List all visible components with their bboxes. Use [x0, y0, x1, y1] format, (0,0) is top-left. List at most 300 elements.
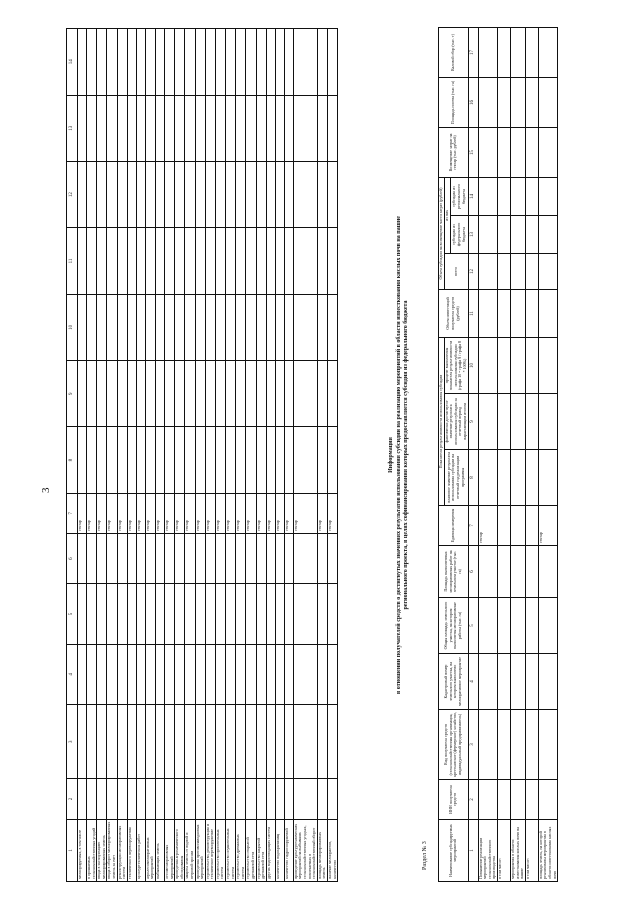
row-empty — [185, 294, 195, 360]
column-number: 5 — [67, 584, 78, 644]
row-unit: гектар — [87, 493, 97, 533]
row-name: лесомелиоративных мероприятий — [164, 819, 174, 881]
row-empty — [127, 584, 136, 644]
row-empty — [127, 427, 136, 493]
row-empty — [117, 644, 127, 704]
row-empty — [317, 427, 327, 493]
row-empty — [525, 710, 538, 780]
row-empty — [497, 216, 510, 254]
row-unit: гектар — [275, 493, 284, 533]
row-empty — [97, 704, 107, 778]
row-empty — [236, 427, 246, 493]
row-empty — [175, 534, 185, 584]
row-name: строительство открытой дренажной сети — [246, 819, 256, 881]
header-planned: плановое значение результата использования субсидии на отчетный год реализации программы — [444, 450, 468, 506]
row-empty — [155, 644, 164, 704]
row-empty — [236, 95, 246, 161]
row-empty — [205, 534, 215, 584]
row-empty — [117, 427, 127, 493]
column-number: 4 — [67, 644, 78, 704]
header-federal: субсидия из федерального бюджета — [451, 216, 468, 254]
row-empty — [275, 427, 284, 493]
column-number: 10 — [468, 338, 478, 394]
row-empty — [275, 361, 284, 427]
row-empty — [266, 29, 275, 96]
row-empty — [185, 427, 195, 493]
row-empty — [164, 534, 174, 584]
row-empty — [117, 294, 127, 360]
row-empty — [525, 28, 538, 78]
row-empty — [246, 704, 256, 778]
row-empty — [246, 644, 256, 704]
row-empty — [97, 644, 107, 704]
row-empty — [136, 704, 145, 778]
row-empty — [327, 294, 337, 360]
row-empty — [327, 29, 337, 96]
column-number: 6 — [468, 546, 478, 598]
row-empty — [284, 534, 293, 584]
row-empty — [78, 534, 87, 584]
row-empty — [538, 780, 557, 820]
row-empty — [236, 29, 246, 96]
row-empty — [175, 294, 185, 360]
row-empty — [236, 534, 246, 584]
row-empty — [317, 584, 327, 644]
row-empty — [266, 228, 275, 294]
row-unit: гектар — [136, 493, 145, 533]
table-row — [117, 29, 127, 882]
row-empty — [136, 779, 145, 819]
row-empty — [87, 361, 97, 427]
row-empty — [136, 361, 145, 427]
row-empty — [293, 228, 317, 294]
row-empty — [155, 361, 164, 427]
row-empty — [538, 338, 557, 394]
row-unit: гектар — [256, 493, 266, 533]
row-empty — [256, 704, 266, 778]
row-empty — [215, 704, 225, 778]
table-row — [266, 29, 275, 882]
row-empty — [87, 427, 97, 493]
row-name: наличие мелиорантов, количество — [327, 819, 337, 881]
row-name: проведение культуртехнических мероприятий на выбывших сельскохозяйственных угодьях, вовлекаемых в сельскохозяйственный оборот — [293, 819, 317, 881]
row-empty — [226, 779, 236, 819]
row-empty — [327, 779, 337, 819]
row-empty — [246, 361, 256, 427]
row-empty — [117, 228, 127, 294]
row-empty — [78, 779, 87, 819]
row-empty — [275, 584, 284, 644]
row-empty — [127, 228, 136, 294]
row-unit: гектар — [195, 493, 205, 533]
row-empty — [256, 534, 266, 584]
row-empty — [246, 294, 256, 360]
row-unit: гектар — [246, 493, 256, 533]
row-empty — [327, 161, 337, 227]
row-empty — [78, 704, 87, 778]
row-empty — [175, 361, 185, 427]
row-name: в том числе: — [525, 820, 538, 882]
row-empty — [107, 361, 117, 427]
row-empty — [538, 290, 557, 338]
row-empty — [195, 228, 205, 294]
row-empty — [293, 161, 317, 227]
row-empty — [236, 161, 246, 227]
row-empty — [284, 228, 293, 294]
table-row — [175, 29, 185, 882]
column-number: 7 — [468, 506, 478, 546]
row-name: строительство оросительных систем — [215, 819, 225, 881]
header-yield: Валовой сбор (тыс. т) — [439, 28, 469, 78]
table-row — [185, 29, 195, 882]
table-row — [327, 29, 337, 882]
row-empty — [246, 29, 256, 96]
row-empty — [478, 128, 497, 178]
row-empty — [117, 534, 127, 584]
row-empty — [538, 710, 557, 780]
table-row — [164, 29, 174, 882]
row-empty — [185, 29, 195, 96]
column-number: 9 — [468, 394, 478, 450]
column-number: 4 — [468, 654, 478, 710]
table-row — [256, 29, 266, 882]
row-empty — [293, 427, 317, 493]
row-empty — [87, 228, 97, 294]
row-empty — [155, 228, 164, 294]
row-empty — [275, 161, 284, 227]
row-empty — [117, 161, 127, 227]
row-empty — [317, 294, 327, 360]
table-row — [293, 29, 317, 882]
row-empty — [497, 338, 510, 394]
row-empty — [155, 95, 164, 161]
row-empty — [266, 294, 275, 360]
column-number: 16 — [468, 78, 478, 128]
row-empty — [136, 161, 145, 227]
row-empty — [538, 394, 557, 450]
row-empty — [327, 228, 337, 294]
row-empty — [497, 598, 510, 654]
row-empty — [97, 779, 107, 819]
row-empty — [78, 427, 87, 493]
row-empty — [284, 294, 293, 360]
row-empty — [293, 29, 317, 96]
row-empty — [117, 779, 127, 819]
lower-column-numbers — [468, 28, 478, 882]
row-empty — [175, 29, 185, 96]
row-empty — [538, 598, 557, 654]
row-empty — [538, 78, 557, 128]
row-empty — [185, 704, 195, 778]
row-empty — [266, 95, 275, 161]
table-row — [478, 28, 497, 882]
row-empty — [127, 161, 136, 227]
row-empty — [284, 427, 293, 493]
row-empty — [256, 584, 266, 644]
row-empty — [175, 95, 185, 161]
row-empty — [525, 780, 538, 820]
row-name: в том числе: — [497, 820, 510, 882]
heading-title: Информация — [388, 437, 394, 473]
row-empty — [215, 584, 225, 644]
row-unit: гектар — [226, 493, 236, 533]
row-empty — [164, 294, 174, 360]
row-empty — [256, 294, 266, 360]
row-empty — [284, 361, 293, 427]
row-name: проведения противопаводковых мероприятий — [195, 819, 205, 881]
row-empty — [155, 427, 164, 493]
row-empty — [246, 95, 256, 161]
row-empty — [145, 294, 155, 360]
column-number: 10 — [67, 294, 78, 360]
row-unit: гектар — [155, 493, 164, 533]
header-percent: процент выполнения показателя результативности использования субсидии (графа 10 = графа 9 / графа 8 * 100%) — [444, 338, 468, 394]
header-name: Наименование субсидируемых мероприятий — [439, 820, 469, 882]
table-row — [226, 29, 236, 882]
row-empty — [284, 161, 293, 227]
row-name: строительство дренажных систем — [236, 819, 246, 881]
row-empty — [97, 584, 107, 644]
row-empty — [127, 644, 136, 704]
row-empty — [497, 254, 510, 290]
row-name: в орошаемых сельскохозяйственных угодий — [87, 819, 97, 881]
row-empty — [205, 427, 215, 493]
header-sown-area: Площадь посева (тыс. га) — [439, 78, 469, 128]
row-empty — [136, 95, 145, 161]
row-name: площадь земель, на которой реализованы мероприятия в области известкования кислых почв — [538, 820, 557, 882]
row-empty — [497, 28, 510, 78]
row-unit: гектар — [107, 493, 117, 533]
row-unit — [510, 506, 525, 546]
row-empty — [510, 546, 525, 598]
row-empty — [107, 294, 117, 360]
row-empty — [510, 28, 525, 78]
row-empty — [164, 704, 174, 778]
row-empty — [538, 28, 557, 78]
row-empty — [525, 394, 538, 450]
row-empty — [226, 161, 236, 227]
row-empty — [155, 534, 164, 584]
row-empty — [145, 161, 155, 227]
row-unit: гектар — [317, 493, 327, 533]
row-empty — [215, 294, 225, 360]
row-empty — [97, 534, 107, 584]
row-empty — [275, 534, 284, 584]
table-row — [97, 29, 107, 882]
header-total-area: Общая площадь земельного участка, на котором выполнены мелиоративные работы (тыс. га) — [439, 598, 469, 654]
row-empty — [293, 294, 317, 360]
row-empty — [317, 534, 327, 584]
row-empty — [478, 178, 497, 216]
row-empty — [136, 584, 145, 644]
column-number: 15 — [468, 128, 478, 178]
row-empty — [97, 95, 107, 161]
row-empty — [215, 161, 225, 227]
row-empty — [185, 584, 195, 644]
row-empty — [87, 29, 97, 96]
row-empty — [164, 95, 174, 161]
header-actual: фактически достигнутое значение результата использования субсидии за отчетный период нарастающим итогом — [444, 394, 468, 450]
row-name: ввода в эксплуатацию мелиорированных земель — [97, 819, 107, 881]
table-row — [205, 29, 215, 882]
row-empty — [478, 450, 497, 506]
row-empty — [246, 427, 256, 493]
table-row — [317, 29, 327, 882]
row-empty — [78, 294, 87, 360]
row-empty — [510, 78, 525, 128]
row-empty — [215, 644, 225, 704]
row-empty — [195, 534, 205, 584]
row-empty — [107, 228, 117, 294]
row-empty — [266, 584, 275, 644]
row-empty — [205, 228, 215, 294]
row-empty — [107, 29, 117, 96]
row-empty — [215, 29, 225, 96]
row-empty — [293, 779, 317, 819]
row-empty — [327, 427, 337, 493]
row-empty — [155, 161, 164, 227]
column-number: 17 — [468, 28, 478, 78]
row-empty — [127, 779, 136, 819]
row-empty — [236, 294, 246, 360]
row-empty — [275, 704, 284, 778]
row-empty — [497, 450, 510, 506]
row-empty — [525, 598, 538, 654]
row-name: количество гидросооружений — [284, 819, 293, 881]
row-empty — [127, 534, 136, 584]
row-empty — [164, 644, 174, 704]
row-empty — [510, 710, 525, 780]
row-empty — [236, 779, 246, 819]
row-empty — [497, 78, 510, 128]
section-label: Раздел № 3 — [422, 841, 428, 870]
row-empty — [478, 216, 497, 254]
row-empty — [525, 128, 538, 178]
column-number: 12 — [468, 254, 478, 290]
column-number: 9 — [67, 361, 78, 427]
row-empty — [107, 644, 117, 704]
row-empty — [127, 361, 136, 427]
table-row — [127, 29, 136, 882]
row-name: площадь мелиорированных земель — [317, 819, 327, 881]
column-number: 3 — [468, 710, 478, 780]
table-row — [510, 28, 525, 882]
header-hectare-cost: Возмещение затрат на гектар (тыс. рублей) — [439, 128, 469, 178]
row-empty — [510, 216, 525, 254]
row-empty — [215, 228, 225, 294]
lower-table-body — [468, 28, 558, 882]
row-empty — [510, 394, 525, 450]
row-empty — [127, 704, 136, 778]
row-empty — [145, 704, 155, 778]
row-empty — [175, 427, 185, 493]
row-empty — [175, 779, 185, 819]
row-empty — [175, 584, 185, 644]
row-empty — [127, 95, 136, 161]
row-empty — [327, 644, 337, 704]
header-subsidy-total: всего — [444, 254, 468, 290]
column-number: 11 — [468, 290, 478, 338]
row-empty — [525, 78, 538, 128]
row-unit: гектар — [327, 493, 337, 533]
row-empty — [117, 29, 127, 96]
row-empty — [317, 779, 327, 819]
row-empty — [478, 546, 497, 598]
row-empty — [78, 228, 87, 294]
row-empty — [226, 534, 236, 584]
row-empty — [175, 161, 185, 227]
row-empty — [195, 704, 205, 778]
row-empty — [205, 644, 215, 704]
row-empty — [215, 534, 225, 584]
row-empty — [293, 704, 317, 778]
row-unit: гектар — [478, 506, 497, 546]
row-empty — [266, 361, 275, 427]
row-empty — [525, 290, 538, 338]
table-row — [87, 29, 97, 882]
row-name: мероприятия в области известкования кислых почв на пашне — [510, 820, 525, 882]
row-empty — [107, 584, 117, 644]
row-empty — [195, 427, 205, 493]
row-empty — [510, 338, 525, 394]
column-number: 13 — [468, 216, 478, 254]
row-empty — [256, 361, 266, 427]
row-empty — [327, 534, 337, 584]
row-empty — [117, 584, 127, 644]
row-empty — [97, 361, 107, 427]
header-recipient-type: Вид получателя средств (сельскохозяйственная организация, крестьянское (фермерское) хозяйство, индивидуальный предприниматель) — [439, 710, 469, 780]
column-number: 1 — [67, 819, 78, 881]
row-name: проведения агрохимического обследования — [175, 819, 185, 881]
row-empty — [205, 584, 215, 644]
row-name: реконструкции мелиоративных систем — [117, 819, 127, 881]
table-row — [215, 29, 225, 882]
column-number: 8 — [67, 427, 78, 493]
row-empty — [275, 779, 284, 819]
row-empty — [185, 95, 195, 161]
row-empty — [175, 704, 185, 778]
row-empty — [275, 29, 284, 96]
row-empty — [236, 361, 246, 427]
table-row — [78, 29, 87, 882]
row-empty — [266, 427, 275, 493]
row-empty — [246, 534, 256, 584]
row-empty — [478, 710, 497, 780]
row-name: защиты земель от водной и ветровой эрозии — [185, 819, 195, 881]
table-row — [284, 29, 293, 882]
row-empty — [236, 228, 246, 294]
row-unit: гектар — [266, 493, 275, 533]
row-empty — [226, 704, 236, 778]
row-empty — [107, 779, 117, 819]
row-empty — [497, 546, 510, 598]
row-empty — [107, 534, 117, 584]
row-empty — [97, 427, 107, 493]
row-empty — [87, 704, 97, 778]
row-empty — [266, 779, 275, 819]
row-empty — [164, 779, 174, 819]
row-empty — [510, 598, 525, 654]
row-empty — [195, 161, 205, 227]
table-row — [525, 28, 538, 882]
row-empty — [97, 161, 107, 227]
row-empty — [275, 95, 284, 161]
row-unit: гектар — [117, 493, 127, 533]
row-empty — [226, 294, 236, 360]
row-empty — [164, 584, 174, 644]
row-empty — [538, 546, 557, 598]
row-unit: гектар — [538, 506, 557, 546]
